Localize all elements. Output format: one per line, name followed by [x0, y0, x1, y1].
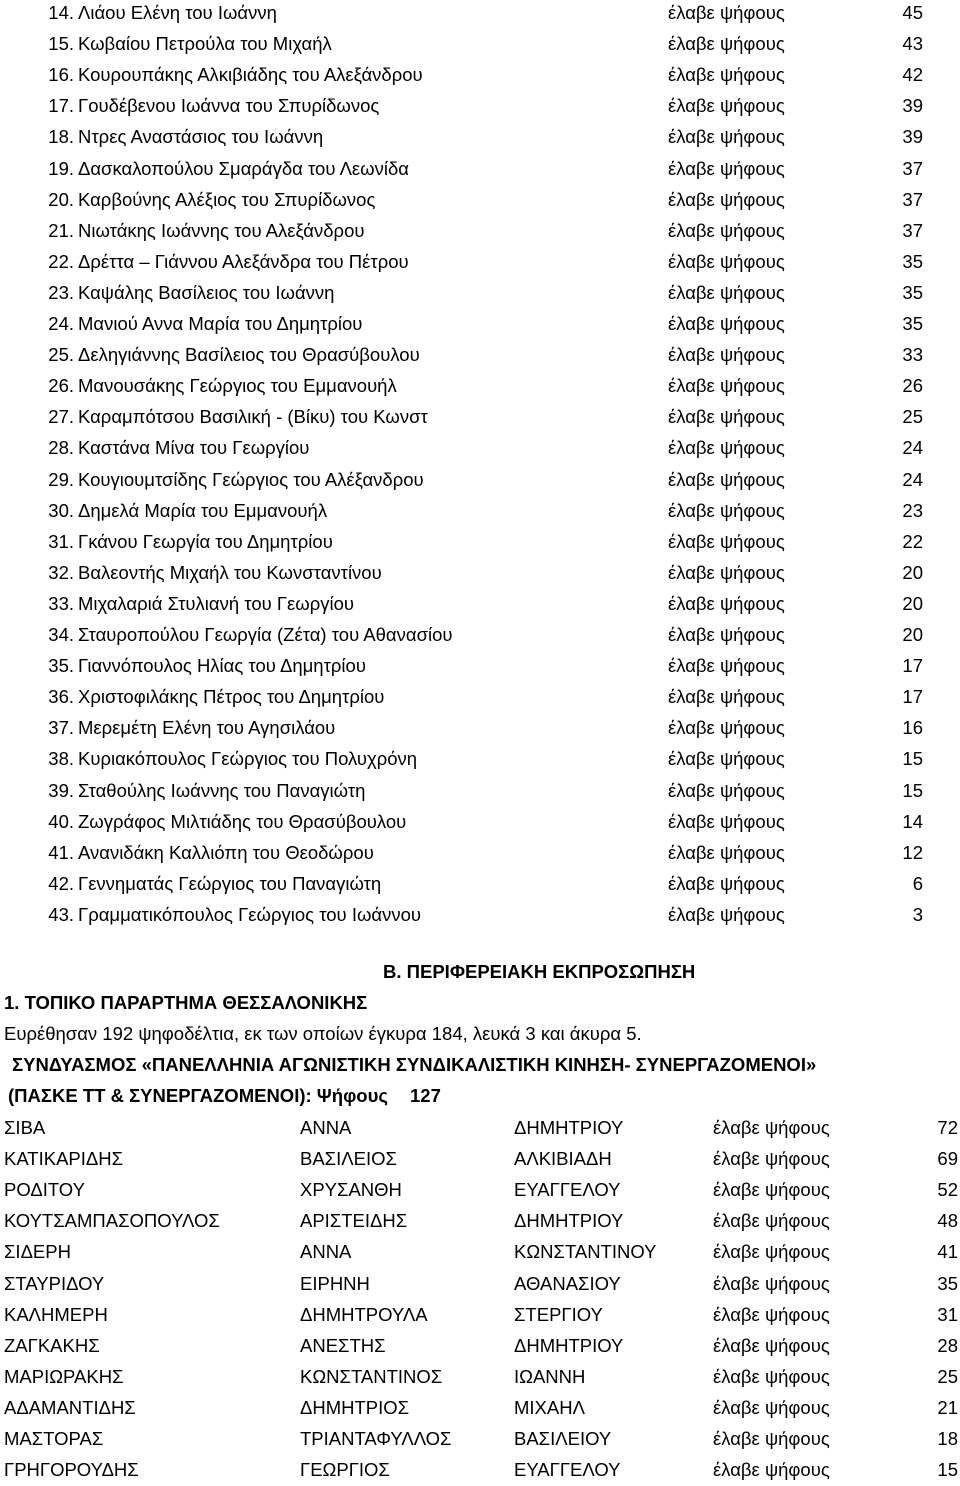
list-item-name: Κυριακόπουλος Γεώργιος του Πολυχρόνη — [78, 748, 418, 770]
candidate-surname: ΚΑΛΗΜΕΡΗ — [4, 1303, 108, 1325]
list-item-votes: 45 — [902, 2, 923, 23]
list-item-number: 38. — [48, 748, 74, 770]
list-item-name: Κουρουπάκης Αλκιβιάδης του Αλεξάνδρου — [78, 64, 423, 86]
candidate-first-name: ΓΕΩΡΓΙΟΣ — [300, 1459, 390, 1481]
list-item-number: 40. — [48, 810, 74, 832]
list-item-votes: 35 — [902, 250, 923, 272]
candidate-votes: 41 — [937, 1241, 958, 1263]
coalition-subtitle — [8, 1080, 441, 1111]
list-item-votes: 33 — [902, 344, 923, 366]
list-item-number: 42. — [48, 872, 74, 894]
candidate-surname: ΜΑΣΤΟΡΑΣ — [4, 1428, 104, 1449]
list-item — [0, 619, 960, 650]
candidate-votes: 48 — [937, 1210, 958, 1232]
candidate-first-name: ΔΗΜΗΤΡΙΟΣ — [300, 1396, 410, 1418]
list-item-label: έλαβε ψήφους — [668, 64, 785, 86]
candidate-votes: 69 — [937, 1148, 958, 1170]
list-item — [0, 121, 960, 152]
candidate-first-name: ΑΡΙΣΤΕΙΔΗΣ — [300, 1210, 408, 1232]
candidate-first-name: ΧΡΥΣΑΝΘΗ — [300, 1179, 402, 1201]
list-item-label: έλαβε ψήφους — [668, 717, 785, 739]
list-item-votes: 35 — [902, 281, 923, 303]
list-item-label: έλαβε ψήφους — [668, 841, 785, 863]
list-item-votes: 37 — [902, 157, 923, 179]
coalition-subtitle-label: (ΠΑΣΚΕ ΤΤ & ΣΥΝΕΡΓΑΖΟΜΕΝΟΙ): Ψήφους — [8, 1085, 388, 1106]
list-item — [0, 308, 960, 339]
list-item-number: 43. — [48, 903, 74, 925]
list-item — [0, 712, 960, 743]
list-item — [0, 153, 960, 184]
candidate-father-name: ΔΗΜΗΤΡΙΟΥ — [514, 1210, 624, 1232]
list-item-number: 37. — [48, 717, 74, 739]
candidate-label: έλαβε ψήφους — [713, 1148, 830, 1170]
candidate-father-name: ΙΩΑΝΝΗ — [514, 1365, 586, 1387]
list-item-label: έλαβε ψήφους — [668, 95, 785, 117]
table-row — [0, 1268, 960, 1299]
candidate-votes: 25 — [937, 1365, 958, 1387]
candidate-votes: 31 — [937, 1303, 958, 1325]
table-row — [0, 1112, 960, 1143]
list-item-votes: 16 — [902, 717, 923, 739]
list-item-number: 23. — [48, 281, 74, 303]
list-item-label: έλαβε ψήφους — [668, 561, 785, 583]
list-item-label: έλαβε ψήφους — [668, 624, 785, 645]
list-item-votes: 39 — [902, 95, 923, 117]
list-item-label: έλαβε ψήφους — [668, 903, 785, 925]
table-row — [0, 1299, 960, 1330]
list-item-number: 21. — [48, 219, 74, 241]
list-item-label: έλαβε ψήφους — [668, 530, 785, 552]
list-item-number: 19. — [48, 157, 74, 179]
list-item-label: έλαβε ψήφους — [668, 375, 785, 397]
list-item-number: 15. — [48, 33, 74, 55]
list-item — [0, 370, 960, 401]
list-item-label: έλαβε ψήφους — [668, 655, 785, 677]
candidate-surname: ΚΑΤΙΚΑΡΙΔΗΣ — [4, 1148, 124, 1170]
candidate-first-name: ΚΩΝΣΤΑΝΤΙΝΟΣ — [300, 1365, 443, 1387]
list-item-votes: 24 — [902, 437, 923, 459]
candidate-label: έλαβε ψήφους — [713, 1303, 830, 1325]
candidate-surname: ΣΤΑΥΡΙΔΟΥ — [4, 1272, 105, 1294]
branch-title: 1. ΤΟΠΙΚΟ ΠΑΡΑΡΤΗΜΑ ΘΕΣΣΑΛΟΝΙΚΗΣ — [4, 992, 368, 1013]
list-item-name: Γουδέβενου Ιωάννα του Σπυρίδωνος — [78, 95, 380, 117]
candidate-label: έλαβε ψήφους — [713, 1179, 830, 1201]
list-item-number: 32. — [48, 561, 74, 583]
list-item-label: έλαβε ψήφους — [668, 313, 785, 334]
list-item — [0, 806, 960, 837]
list-item-votes: 20 — [902, 624, 923, 645]
list-item-number: 14. — [48, 2, 74, 23]
list-item-number: 41. — [48, 841, 74, 863]
candidate-label: έλαβε ψήφους — [713, 1396, 830, 1418]
list-item-name: Νιωτάκης Ιωάννης του Αλεξάνδρου — [78, 219, 365, 241]
candidate-votes: 35 — [937, 1272, 958, 1294]
candidate-label: έλαβε ψήφους — [713, 1117, 830, 1138]
list-item-label: έλαβε ψήφους — [668, 406, 785, 428]
list-item-number: 29. — [48, 468, 74, 490]
list-item-number: 28. — [48, 437, 74, 459]
list-item-label: έλαβε ψήφους — [668, 33, 785, 55]
candidate-label: έλαβε ψήφους — [713, 1241, 830, 1263]
table-row — [0, 1174, 960, 1205]
table-row — [0, 1330, 960, 1361]
list-item-name: Ανανιδάκη Καλλιόπη του Θεοδώρου — [78, 841, 374, 863]
candidate-label: έλαβε ψήφους — [713, 1428, 830, 1449]
list-item — [0, 0, 960, 28]
list-item-name: Καρβούνης Αλέξιος του Σπυρίδωνος — [78, 188, 376, 210]
list-item — [0, 868, 960, 899]
candidate-first-name: ΤΡΙΑΝΤΑΦΥΛΛΟΣ — [300, 1428, 452, 1449]
list-item-votes: 43 — [902, 33, 923, 55]
list-item — [0, 246, 960, 277]
list-item-label: έλαβε ψήφους — [668, 686, 785, 708]
list-item-votes: 12 — [902, 841, 923, 863]
list-item-name: Δημελά Μαρία του Εμμανουήλ — [78, 499, 328, 521]
list-item-label: έλαβε ψήφους — [668, 592, 785, 614]
list-item — [0, 90, 960, 121]
list-item-name: Γκάνου Γεωργία του Δημητρίου — [78, 530, 333, 552]
table-row — [0, 1143, 960, 1174]
list-item-label: έλαβε ψήφους — [668, 281, 785, 303]
list-item-number: 35. — [48, 655, 74, 677]
list-item-votes: 22 — [902, 530, 923, 552]
candidate-father-name: ΚΩΝΣΤΑΝΤΙΝΟΥ — [514, 1241, 657, 1263]
list-item — [0, 650, 960, 681]
list-item-number: 17. — [48, 95, 74, 117]
table-row — [0, 1236, 960, 1267]
table-row — [0, 1361, 960, 1392]
list-item-label: έλαβε ψήφους — [668, 344, 785, 366]
list-item-votes: 42 — [902, 64, 923, 86]
list-item-number: 27. — [48, 406, 74, 428]
list-item-name: Γεννηματάς Γεώργιος του Παναγιώτη — [78, 872, 382, 894]
list-item-votes: 20 — [902, 592, 923, 614]
list-item-name: Σταυροπούλου Γεωργία (Ζέτα) του Αθανασίου — [78, 624, 453, 645]
candidate-votes: 28 — [937, 1334, 958, 1356]
list-item — [0, 401, 960, 432]
ballots-summary: Ευρέθησαν 192 ψηφοδέλτια, εκ των οποίων έγκυρα 184, λευκά 3 και άκυρα 5. — [4, 1023, 642, 1044]
list-item-votes: 37 — [902, 188, 923, 210]
table-row — [0, 1205, 960, 1236]
candidate-first-name: ΑΝΝΑ — [300, 1117, 352, 1138]
list-item — [0, 184, 960, 215]
list-item-number: 36. — [48, 686, 74, 708]
candidate-first-name: ΒΑΣΙΛΕΙΟΣ — [300, 1148, 397, 1170]
list-item-label: έλαβε ψήφους — [668, 748, 785, 770]
list-item-label: έλαβε ψήφους — [668, 499, 785, 521]
list-item-label: έλαβε ψήφους — [668, 219, 785, 241]
list-item-number: 39. — [48, 779, 74, 801]
list-item-number: 24. — [48, 313, 74, 334]
table-row — [0, 1454, 960, 1485]
list-item-votes: 14 — [902, 810, 923, 832]
candidate-surname: ΜΑΡΙΩΡΑΚΗΣ — [4, 1365, 124, 1387]
list-item-label: έλαβε ψήφους — [668, 157, 785, 179]
list-item-name: Καψάλης Βασίλειος του Ιωάννη — [78, 281, 335, 303]
list-item-votes: 39 — [902, 126, 923, 148]
list-item — [0, 681, 960, 712]
list-item-votes: 26 — [902, 375, 923, 397]
list-item-name: Δεληγιάννης Βασίλειος του Θρασύβουλου — [78, 344, 420, 366]
candidate-votes: 72 — [937, 1117, 958, 1138]
list-item-name: Καραμπότσου Βασιλική - (Βίκυ) του Κωνστ — [78, 406, 428, 428]
list-item — [0, 464, 960, 495]
table-row — [0, 1392, 960, 1423]
list-item — [0, 743, 960, 774]
list-item-name: Μανουσάκης Γεώργιος του Εμμανουήλ — [78, 375, 397, 397]
candidate-father-name: ΑΛΚΙΒΙΑΔΗ — [514, 1148, 612, 1170]
list-item — [0, 899, 960, 930]
list-item-number: 26. — [48, 375, 74, 397]
list-item — [0, 59, 960, 90]
list-item-votes: 17 — [902, 686, 923, 708]
list-item-number: 25. — [48, 344, 74, 366]
list-item-number: 16. — [48, 64, 74, 86]
candidate-label: έλαβε ψήφους — [713, 1272, 830, 1294]
list-item — [0, 588, 960, 619]
list-item — [0, 837, 960, 868]
list-item-votes: 3 — [912, 903, 923, 925]
list-item-votes: 6 — [912, 872, 923, 894]
candidate-label: έλαβε ψήφους — [713, 1365, 830, 1387]
coalition-votes: 127 — [410, 1085, 441, 1106]
candidate-father-name: ΜΙΧΑΗΛ — [514, 1396, 585, 1418]
list-item-name: Βαλεοντής Μιχαήλ του Κωνσταντίνου — [78, 561, 382, 583]
list-item-name: Ντρες Αναστάσιος του Ιωάννη — [78, 126, 324, 148]
candidate-label: έλαβε ψήφους — [713, 1334, 830, 1356]
list-item-name: Μιχαλαριά Στυλιανή του Γεωργίου — [78, 592, 355, 614]
list-item-votes: 37 — [902, 219, 923, 241]
list-item-name: Μανιού Αννα Μαρία του Δημητρίου — [78, 313, 363, 334]
list-item-votes: 15 — [902, 779, 923, 801]
list-item — [0, 495, 960, 526]
candidate-father-name: ΔΗΜΗΤΡΙΟΥ — [514, 1334, 624, 1356]
candidate-first-name: ΔΗΜΗΤΡΟΥΛΑ — [300, 1303, 428, 1325]
list-item-label: έλαβε ψήφους — [668, 810, 785, 832]
list-item — [0, 432, 960, 463]
list-item-votes: 35 — [902, 313, 923, 334]
list-item — [0, 557, 960, 588]
candidate-father-name: ΒΑΣΙΛΕΙΟΥ — [514, 1428, 612, 1449]
list-item-votes: 25 — [902, 406, 923, 428]
list-item-name: Δρέττα – Γιάννου Αλεξάνδρα του Πέτρου — [78, 250, 409, 272]
list-item-number: 18. — [48, 126, 74, 148]
list-item-name: Γιαννόπουλος Ηλίας του Δημητρίου — [78, 655, 366, 677]
list-item-votes: 24 — [902, 468, 923, 490]
candidate-father-name: ΔΗΜΗΤΡΙΟΥ — [514, 1117, 624, 1138]
candidate-father-name: ΕΥΑΓΓΕΛΟΥ — [514, 1179, 621, 1201]
list-item-label: έλαβε ψήφους — [668, 126, 785, 148]
list-item-votes: 17 — [902, 655, 923, 677]
candidate-surname: ΣΙΔΕΡΗ — [4, 1241, 71, 1263]
list-item-name: Γραμματικόπουλος Γεώργιος του Ιωάννου — [78, 903, 421, 925]
list-item-number: 33. — [48, 592, 74, 614]
list-item-name: Δασκαλοπούλου Σμαράγδα του Λεωνίδα — [78, 157, 409, 179]
table-row — [0, 1423, 960, 1454]
candidate-surname: ΣΙΒΑ — [4, 1117, 46, 1138]
list-item-label: έλαβε ψήφους — [668, 437, 785, 459]
list-item-name: Ζωγράφος Μιλτιάδης του Θρασύβουλου — [78, 810, 407, 832]
section-b-title: Β. ΠΕΡΙΦΕΡΕΙΑΚΗ ΕΚΠΡΟΣΩΠΗΣΗ — [383, 961, 696, 982]
list-item — [0, 775, 960, 806]
candidate-label: έλαβε ψήφους — [713, 1210, 830, 1232]
list-item — [0, 215, 960, 246]
list-item-label: έλαβε ψήφους — [668, 2, 785, 23]
list-item-label: έλαβε ψήφους — [668, 872, 785, 894]
list-item-name: Σταθούλης Ιωάννης του Παναγιώτη — [78, 779, 366, 801]
list-item-number: 22. — [48, 250, 74, 272]
coalition-name: ΣΥΝΔΥΑΣΜΟΣ «ΠΑΝΕΛΛΗΝΙΑ ΑΓΩΝΙΣΤΙΚΗ ΣΥΝΔΙΚΑΛΙΣΤΙΚΗ ΚΙΝΗΣΗ- ΣΥΝΕΡΓΑΖΟΜΕΝΟΙ» — [12, 1054, 817, 1075]
list-item-name: Κουγιουμτσίδης Γεώργιος του Αλέξανδρου — [78, 468, 424, 490]
list-item — [0, 526, 960, 557]
candidate-surname: ΡΟΔΙΤΟΥ — [4, 1179, 85, 1201]
candidate-father-name: ΑΘΑΝΑΣΙΟΥ — [514, 1272, 621, 1294]
candidate-first-name: ΑΝΕΣΤΗΣ — [300, 1334, 386, 1356]
candidate-surname: ΓΡΗΓΟΡΟΥΔΗΣ — [4, 1459, 139, 1481]
candidate-votes: 15 — [937, 1459, 958, 1481]
candidate-votes: 52 — [937, 1179, 958, 1201]
list-item-label: έλαβε ψήφους — [668, 188, 785, 210]
candidate-father-name: ΕΥΑΓΓΕΛΟΥ — [514, 1459, 621, 1481]
list-item-number: 34. — [48, 624, 74, 645]
candidate-father-name: ΣΤΕΡΓΙΟΥ — [514, 1303, 603, 1325]
list-item-label: έλαβε ψήφους — [668, 779, 785, 801]
list-item-name: Καστάνα Μίνα του Γεωργίου — [78, 437, 310, 459]
candidate-first-name: ΕΙΡΗΝΗ — [300, 1272, 370, 1294]
candidate-surname: ΑΔΑΜΑΝΤΙΔΗΣ — [4, 1396, 136, 1418]
candidate-surname: ΚΟΥΤΣΑΜΠΑΣΟΠΟΥΛΟΣ — [4, 1210, 220, 1232]
list-item-name: Κωβαίου Πετρούλα του Μιχαήλ — [78, 33, 332, 55]
list-item — [0, 28, 960, 59]
list-item-name: Χριστοφιλάκης Πέτρος του Δημητρίου — [78, 686, 385, 708]
list-item-number: 30. — [48, 499, 74, 521]
candidate-votes: 21 — [937, 1396, 958, 1418]
candidate-first-name: ΑΝΝΑ — [300, 1241, 352, 1263]
list-item-number: 20. — [48, 188, 74, 210]
list-item-votes: 15 — [902, 748, 923, 770]
list-item-number: 31. — [48, 530, 74, 552]
list-item-name: Λιάου Ελένη του Ιωάννη — [78, 2, 277, 23]
list-item-label: έλαβε ψήφους — [668, 250, 785, 272]
list-item-votes: 20 — [902, 561, 923, 583]
list-item-votes: 23 — [902, 499, 923, 521]
candidate-surname: ΖΑΓΚΑΚΗΣ — [4, 1334, 100, 1356]
list-item-name: Μερεμέτη Ελένη του Αγησιλάου — [78, 717, 336, 739]
candidate-label: έλαβε ψήφους — [713, 1459, 830, 1481]
list-item — [0, 339, 960, 370]
candidate-votes: 18 — [937, 1428, 958, 1449]
list-item-label: έλαβε ψήφους — [668, 468, 785, 490]
list-item — [0, 277, 960, 308]
